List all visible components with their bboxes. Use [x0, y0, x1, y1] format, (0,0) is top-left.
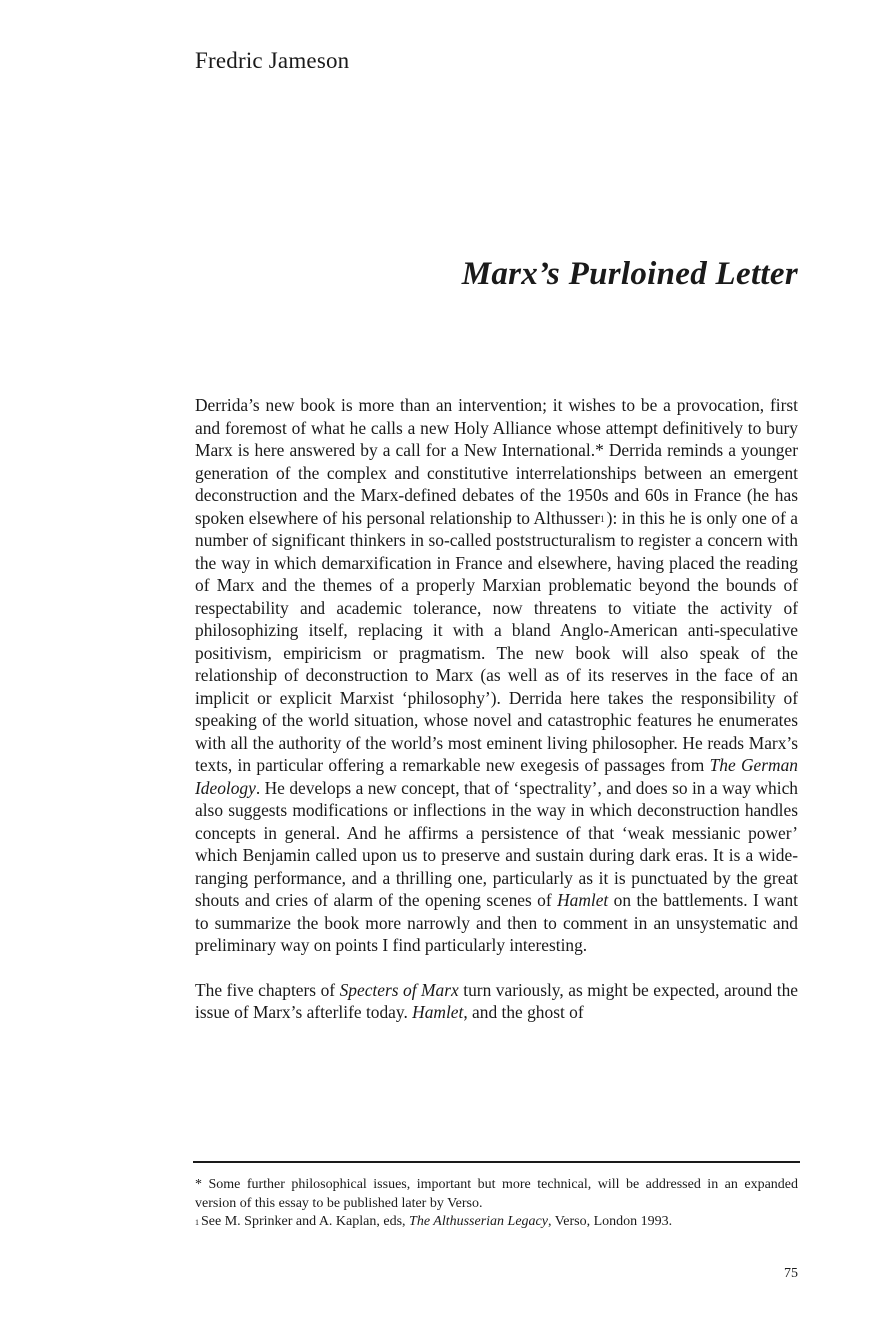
footnote-1-text-a: See M. Sprinker and A. Kaplan, eds,: [201, 1214, 410, 1229]
body-paragraph-1: [195, 394, 798, 957]
book-title-german-ideology: The German Ideology: [195, 755, 798, 798]
paragraph-1-text-d: on the battlements. I want to summarize the book more narrowly and then to comment in an unsystematic and preliminary way on points I find particularly interesting.: [195, 890, 798, 955]
footnote-reference-1: 1: [600, 513, 605, 524]
footnote-star: * Some further philosophical issues, important but more technical, will be addressed in an expanded version of this essay to be published later by Verso.: [195, 1177, 798, 1211]
book-title-althusserian-legacy: The Althusserian Legacy: [409, 1214, 548, 1229]
article-body: [195, 394, 798, 1024]
work-title-hamlet-2: Hamlet: [412, 1002, 464, 1022]
book-title-specters-of-marx: Specters of Marx: [339, 979, 459, 1000]
page-number: 75: [784, 1266, 798, 1281]
paragraph-1-text-c: . He develops a new concept, that of ‘spectrality’, and does so in a way which also suggests modifications or inflections in the way in which deconstruction handles concepts in general. And he affirms a persistence of that ‘weak messianic power’ which Benjamin called upon us to preserve and sustain during dark eras. It is a wide-ranging performance, and a thrilling one, particularly as it is punctuated by the great shouts and cries of alarm of the opening scenes of: [195, 777, 798, 910]
article-title: Marx’s Purloined Letter: [461, 256, 798, 292]
paragraph-2-text-a: The five chapters of: [195, 979, 340, 1000]
paragraph-1-text-b: ): in this he is only one of a number of significant thinkers in so-called poststructuralism to register a concern with the way in which demarxification in France and elsewhere, having placed the reading of Marx and the themes of a properly Marxian problematic beyond the bounds of respectability and academic tolerance, now threatens to vitiate the activity of philosophizing itself, replacing it with a bland Anglo-American anti-speculative positivism, empiricism or pragmatism. The new book will also speak of the relationship of deconstruction to Marx (as well as of its reserves in the face of an implicit or explicit Marxist ‘philosophy’). Derrida here takes the responsibility of speaking of the world situation, whose novel and catastrophic features he enumerates with all the authority of the world’s most eminent living philosopher. He reads Marx’s texts, in particular offering a remarkable new exegesis of passages from: [195, 507, 798, 775]
work-title-hamlet: Hamlet: [557, 890, 609, 910]
paragraph-2-text-b: turn variously, as might be expected, around the issue of Marx’s afterlife today.: [195, 979, 798, 1022]
footnote-1-text-b: , Verso, London 1993.: [548, 1214, 673, 1229]
footnote-divider: [193, 1161, 800, 1163]
running-head-author: Fredric Jameson: [195, 48, 350, 73]
footnote-1: [195, 1213, 798, 1232]
body-paragraph-2: [195, 979, 798, 1024]
paragraph-1-text-a: Derrida’s new book is more than an intervention; it wishes to be a provocation, first and foremost of what he calls a new Holy Alliance whose attempt definitively to bury Marx is here answered by a call for a New International.* Derrida reminds a younger generation of the complex and constitutive interrelationships between an emergent deconstruction and the Marx-defined debates of the 1950s and 60s in France (he has spoken elsewhere of his personal relationship to Althusser: [195, 395, 798, 528]
footnotes: [195, 1176, 798, 1232]
footnote-1-marker: 1: [195, 1218, 199, 1227]
paragraph-2-text-c: , and the ghost of: [463, 1002, 584, 1022]
